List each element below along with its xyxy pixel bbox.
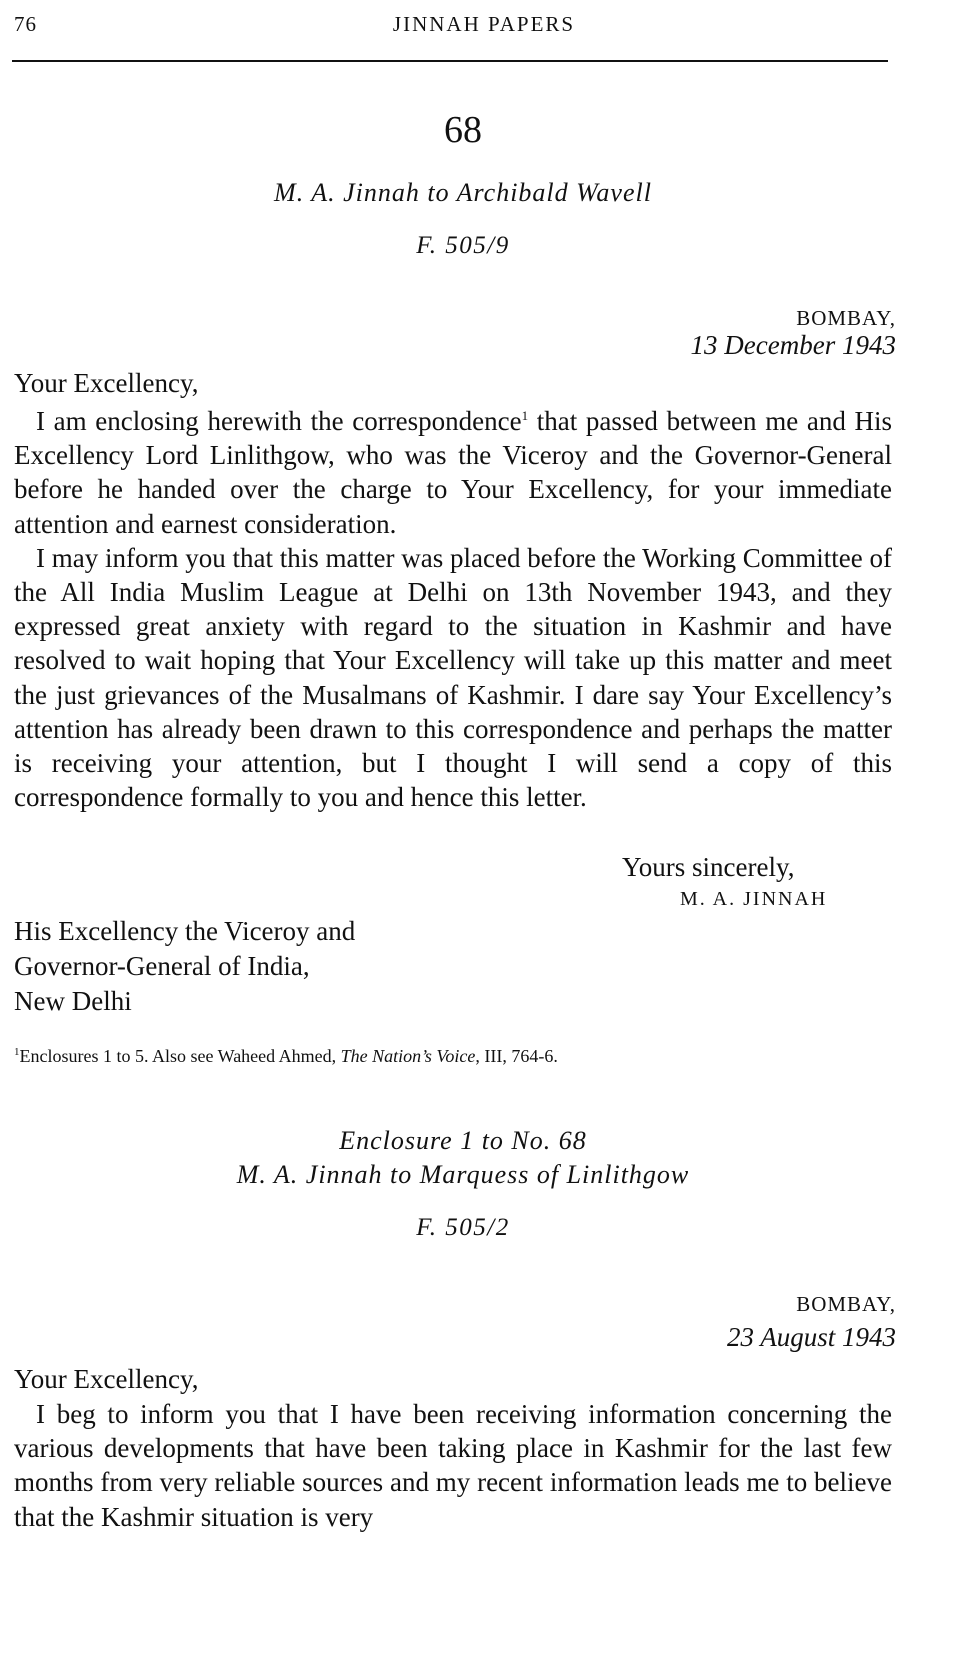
footnote-title: The Nation’s Voice xyxy=(340,1046,476,1066)
document-number: 68 xyxy=(444,109,482,151)
footnote-mark: 1 xyxy=(521,408,529,423)
enclosure-heading: Enclosure 1 to No. 68 xyxy=(339,1126,587,1155)
running-head xyxy=(14,12,954,40)
running-title: JINNAH PAPERS xyxy=(392,12,576,36)
enclosure-salutation: Your Excellency, xyxy=(14,1364,199,1394)
address-line: New Delhi xyxy=(14,986,132,1016)
letter-place: BOMBAY, xyxy=(796,306,896,330)
letter-salutation: Your Excellency, xyxy=(14,368,199,398)
letter-date: 13 December 1943 xyxy=(690,330,896,360)
letter-signature: M. A. JINNAH xyxy=(680,888,828,910)
letter-body xyxy=(14,404,892,814)
address-line: Governor-General of India, xyxy=(14,951,310,981)
enclosure-place: BOMBAY, xyxy=(796,1292,896,1316)
enclosure-date: 23 August 1943 xyxy=(726,1322,896,1352)
letter-paragraph: I am enclosing herewith the correspondence$^1$ that passed between me and His Excellency Lord Linlithgow, who was the Viceroy and the Governor-General before he handed over the charge to Your Excellency, for your immediate attention and earnest consideration. xyxy=(14,406,892,539)
enclosure-reference: F. 505/2 xyxy=(416,1214,510,1241)
letter-closing: Yours sincerely, xyxy=(622,852,795,882)
page-number: 76 xyxy=(14,12,37,36)
enclosure-body xyxy=(14,1397,892,1534)
letter-paragraph: I may inform you that this matter was placed before the Working Committee of the All India Muslim League at Delhi on 13th November 1943, and they expressed great anxiety with regard to the situation in Kashmir and have resolved to wait hoping that Your Excellency will take up this matter and meet the just grievances of the Musalmans of Kashmir. I dare say Your Excellency’s attention has already been drawn to this correspondence and perhaps the matter is receiving your attention, but I thought I will send a copy of this correspondence formally to you and hence this letter. xyxy=(14,542,892,813)
letter-paragraph: I beg to inform you that I have been receiving information concerning the various developments that have been taking place in Kashmir for the last few months from very reliable sources and my recent information leads me to believe that the Kashmir situation is very xyxy=(14,1399,892,1532)
enclosure-title: M. A. Jinnah to Marquess of Linlithgow xyxy=(236,1160,690,1189)
document-title: M. A. Jinnah to Archibald Wavell xyxy=(274,178,652,207)
footnote: $^1$Enclosures 1 to 5. Also see Waheed Ahmed, The Nation’s Voice, III, 764-6. xyxy=(14,1046,558,1066)
document-reference: F. 505/9 xyxy=(416,232,510,259)
address-line: His Excellency the Viceroy and xyxy=(14,916,356,946)
header-rule xyxy=(12,60,888,62)
